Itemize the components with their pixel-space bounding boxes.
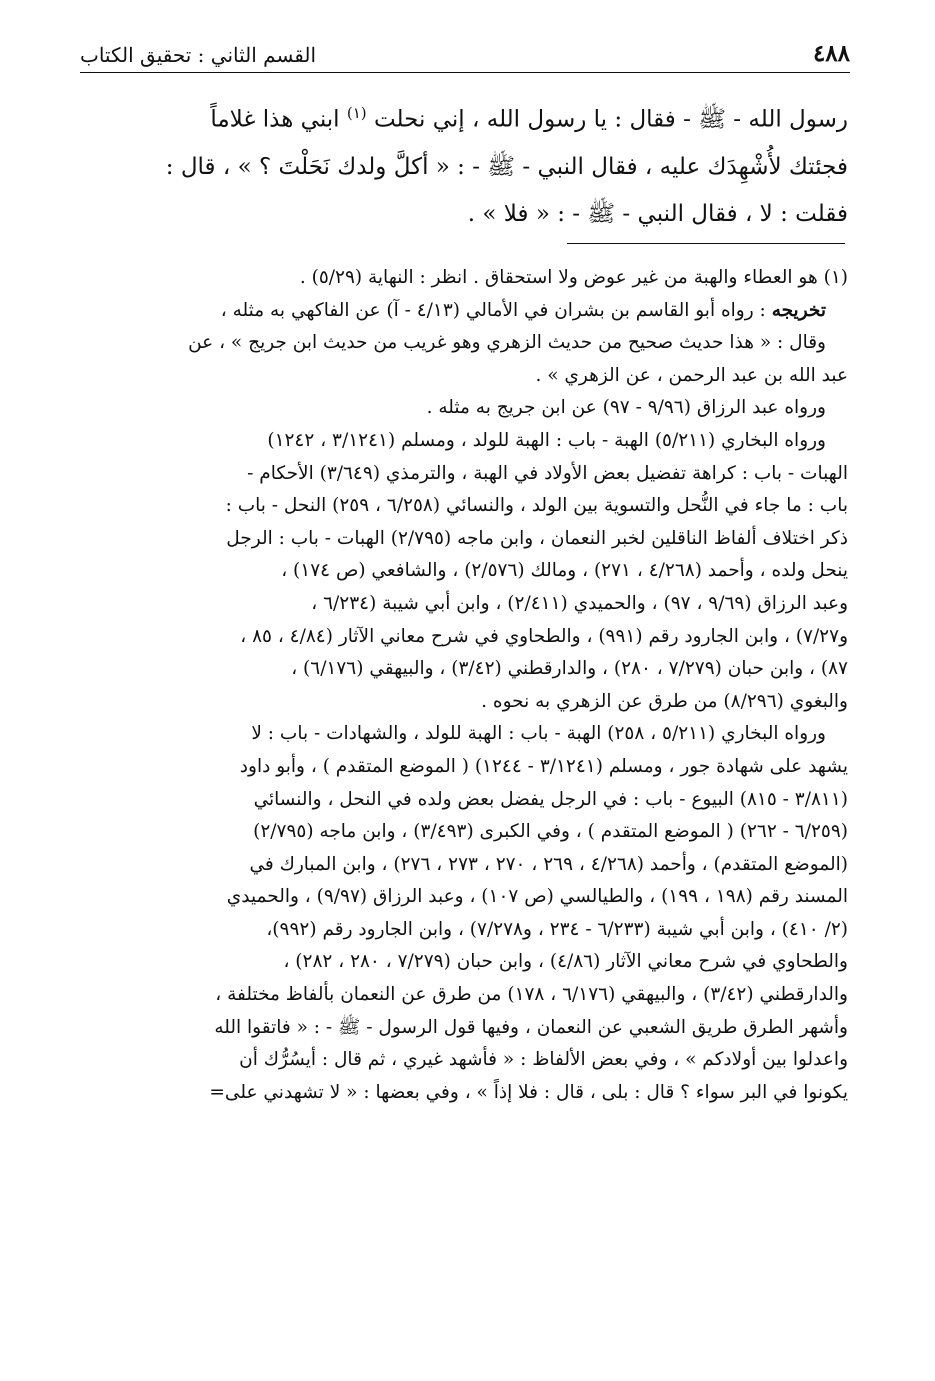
takhrij-line: و٧/٢٧) ، وابن الجارود رقم (٩٩١) ، والطحاوي في شرح معاني الآثار (٤/٨٤ ، ٨٥ ، — [240, 625, 848, 647]
takhrij-label: تخريجه — [771, 299, 826, 321]
takhrij-line: (الموضع المتقدم) ، وأحمد (٤/٢٦٨ ، ٢٦٩ ، ٢٧٠ ، ٢٧٣ ، ٢٧٦) ، وابن المبارك في — [249, 853, 848, 875]
main-text-line-3: فقلت : لا ، فقال النبي - ﷺ - : « فلا » . — [467, 200, 848, 227]
footnote-marker: (١) — [346, 104, 367, 122]
takhrij-line: ورواه البخاري (٥/٢١١ ، ٢٥٨) الهبة - باب : الهبة للولد ، والشهادات - باب : لا — [251, 723, 826, 745]
takhrij-line-1: تخريجه : رواه أبو القاسم بن بشران في الأمالي (٤/١٣ - آ) عن الفاكهي به مثله ، — [220, 299, 826, 321]
takhrij-line: ذكر اختلاف ألفاظ الناقلين لخبر النعمان ، وابن ماجه (٢/٧٩٥) الهبات - باب : الرجل — [226, 527, 848, 549]
takhrij-line: وعبد الرزاق (٩/٦٩ ، ٩٧) ، والحميدي (٢/٤١١) ، وابن أبي شيبة (٦/٢٣٤ ، — [311, 592, 848, 614]
page-number: ٤٨٨ — [812, 40, 850, 67]
takhrij-line: والطحاوي في شرح معاني الآثار (٤/٨٦) ، وابن حبان (٧/٢٧٩ ، ٢٨٠ ، ٢٨٢) ، — [283, 951, 848, 973]
takhrij-line: عبد الله بن عبد الرحمن ، عن الزهري » . — [535, 364, 848, 386]
main-text — [68, 90, 848, 238]
takhrij-line: وأشهر الطرق طريق الشعبي عن النعمان ، وفيها قول الرسول - ﷺ - : « فاتقوا الله — [214, 1016, 848, 1038]
takhrij-line: وقال : « هذا حديث صحيح من حديث الزهري وهو غريب من حديث ابن جريج » ، عن — [188, 332, 826, 354]
takhrij-line: الهبات - باب : كراهة تفضيل بعض الأولاد في الهبة ، والترمذي (٣/٦٤٩) الأحكام - — [247, 462, 848, 484]
takhrij-line: ورواه عبد الرزاق (٩/٩٦ - ٩٧) عن ابن جريج به مثله . — [426, 397, 826, 419]
main-text-line-2: فجئتك لأُشْهِدَك عليه ، فقال النبي - ﷺ - : « أكلَّ ولدك نَحَلْتَ ؟ » ، قال : — [165, 153, 848, 180]
footnote-divider — [567, 243, 845, 244]
footnote-1: (١) هو العطاء والهبة من غير عوض ولا استحقاق . انظر : النهاية (٥/٢٩) . — [299, 267, 848, 288]
page-header — [80, 38, 850, 73]
running-title: القسم الثاني : تحقيق الكتاب — [80, 43, 317, 67]
takhrij-line: يكونوا في البر سواء ؟ قال : بلى ، قال : فلا إذاً » ، وفي بعضها : « لا تشهدني على= — [209, 1081, 848, 1103]
takhrij-line: المسند رقم (١٩٨ ، ١٩٩) ، والطيالسي (ص ١٠٧) ، وعبد الرزاق (٩/٩٧) ، والحميدي — [226, 886, 848, 908]
takhrij-line: (٣/٨١١ - ٨١٥) البيوع - باب : في الرجل يفضل بعض ولده في النحل ، والنسائي — [253, 788, 848, 810]
takhrij-line: والبغوي (٨/٢٩٦) من طرق عن الزهري به نحوه . — [481, 690, 848, 712]
takhrij-line: (٢/ ٤١٠) ، وابن أبي شيبة (٦/٢٣٣ - ٢٣٤ ، و٧/٢٧٨) ، وابن الجارود رقم (٩٩٢)، — [266, 918, 848, 940]
takhrij-line: ٨٧) ، وابن حبان (٧/٢٧٩ ، ٢٨٠) ، والدارقطني (٣/٤٢) ، والبيهقي (٦/١٧٦) ، — [291, 658, 848, 680]
takhrij-line: (٦/٢٥٩ - ٢٦٢) ( الموضع المتقدم ) ، وفي الكبرى (٣/٤٩٣) ، وابن ماجه (٢/٧٩٥) — [253, 821, 848, 843]
takhrij-line: باب : ما جاء في النُّحل والتسوية بين الولد ، والنسائي (٦/٢٥٨ ، ٢٥٩) النحل - باب : — [225, 495, 848, 517]
footnotes — [68, 262, 848, 1109]
main-text-line-1: رسول الله - ﷺ - فقال : يا رسول الله ، إني نحلت $^{(١)}$ ابني هذا غلاماً — [210, 104, 848, 133]
takhrij-line: واعدلوا بين أولادكم » ، وفي بعض الألفاظ : « فأشهد غيري ، ثم قال : أيسُرُّك أن — [239, 1049, 848, 1071]
takhrij-line: ينحل ولده ، وأحمد (٤/٢٦٨ ، ٢٧١) ، ومالك (٢/٥٧٦) ، والشافعي (ص ١٧٤) ، — [281, 560, 848, 582]
takhrij-line: والدارقطني (٣/٤٢) ، والبيهقي (٦/١٧٦ ، ١٧٨) من طرق عن النعمان بألفاظ مختلفة ، — [215, 984, 848, 1006]
takhrij-line: يشهد على شهادة جور ، ومسلم (٣/١٢٤١ - ١٢٤٤) ( الموضع المتقدم ) ، وأبو داود — [239, 755, 848, 777]
takhrij-line: ورواه البخاري (٥/٢١١) الهبة - باب : الهبة للولد ، ومسلم (٣/١٢٤١ ، ١٢٤٢) — [267, 429, 826, 451]
